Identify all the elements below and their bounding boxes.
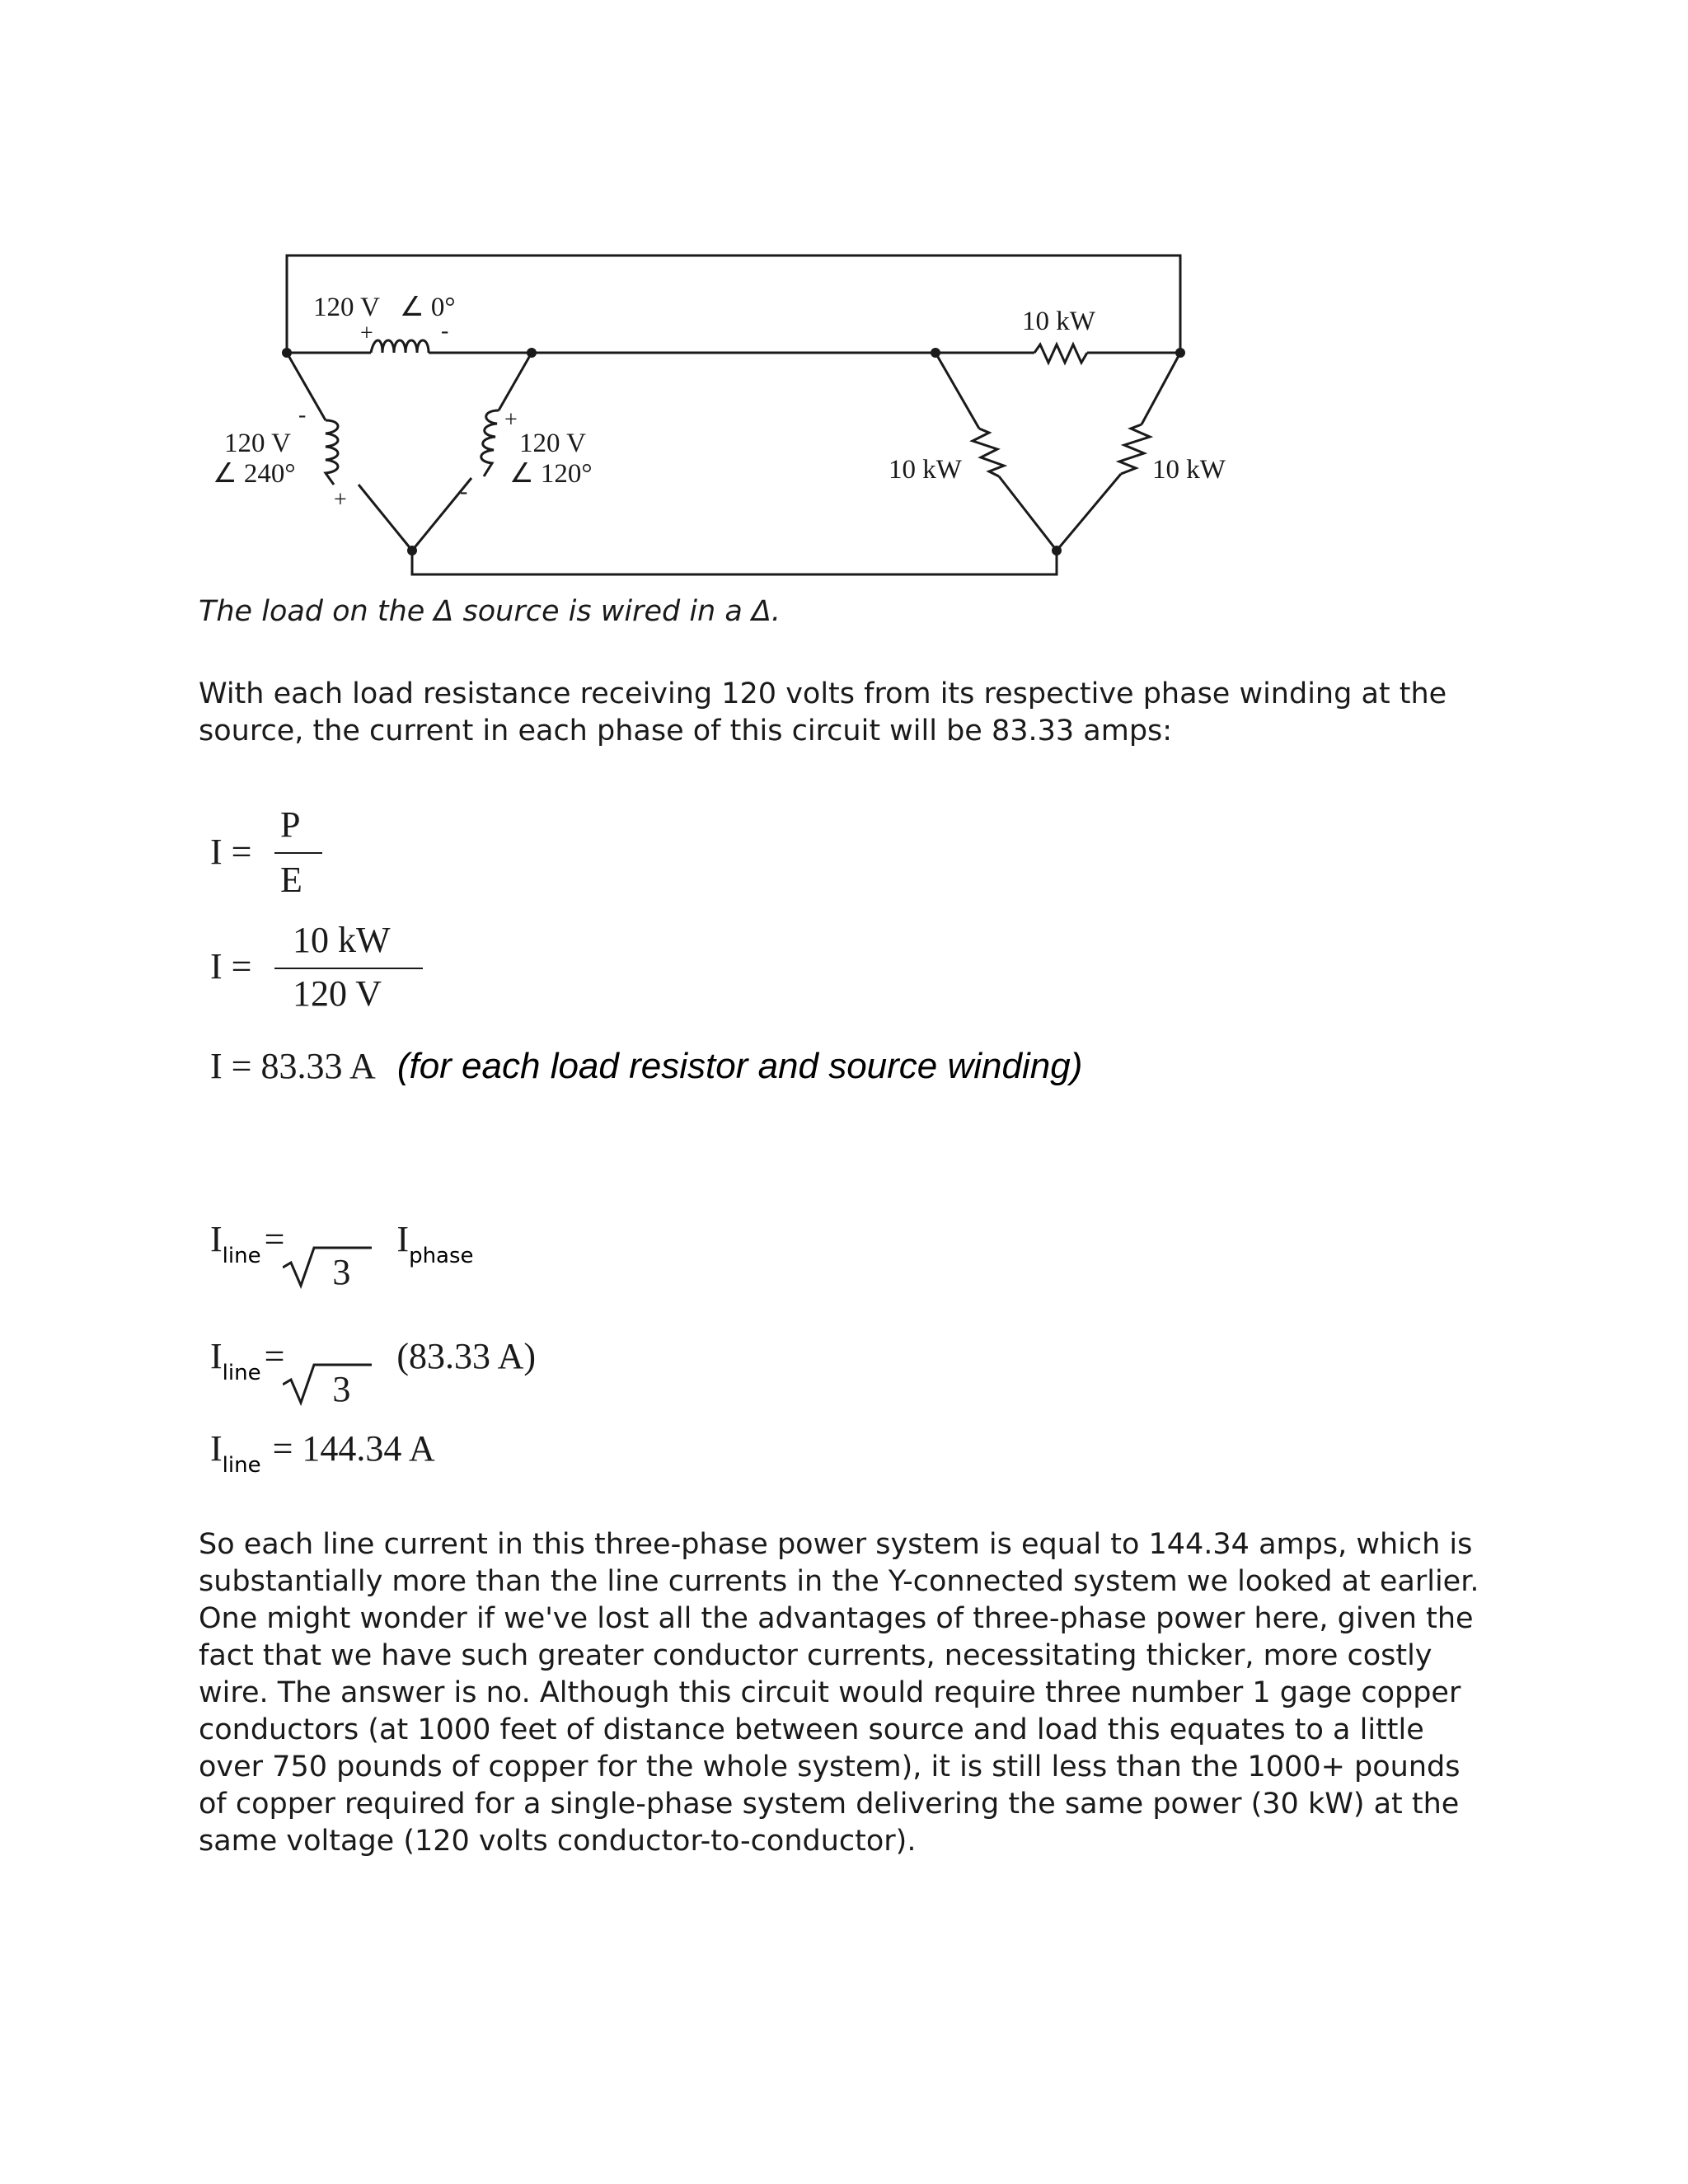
eq5-line-subscript: line [222,1361,261,1385]
source-left-angle-label: ∠ 240° [213,459,296,489]
eq6-row [210,1427,435,1478]
source-top-plus: + [360,321,373,346]
source-left-winding [326,420,338,485]
eq5-sqrt-arg: 3 [332,1369,351,1409]
figure-caption: The load on the Δ source is wired in a Δ. [199,595,781,628]
eq6-rhs: = 144.34 A [272,1428,435,1469]
eq3-row [210,1045,1082,1087]
source-right-angle-label: ∠ 120° [509,459,593,489]
eq4-row [210,1218,474,1292]
load-top-resistor [1034,344,1087,363]
source-left-minus: - [298,402,307,428]
load-left-wire-b [999,476,1057,551]
source-left-plus: + [334,487,347,513]
eq1-lhs: I = [210,832,252,872]
bottom-return-wire [412,551,1057,574]
load-top-label: 10 kW [1022,307,1095,336]
junction-dot [407,546,417,555]
eq4-line-symbol: I [210,1219,223,1259]
source-left-wire-a [287,353,326,420]
sqrt-icon [283,1244,373,1294]
eq1-fraction-bar [274,852,322,854]
eq6-line-symbol: I [210,1428,223,1469]
source-top-winding [371,340,429,353]
eq5-tail: (83.33 A) [396,1336,537,1376]
source-right-voltage-label: 120 V [519,429,586,458]
junction-dot [282,348,292,358]
eq3-value: I = 83.33 A [210,1046,376,1086]
eq6-line-subscript: line [222,1453,261,1478]
junction-dot [931,348,940,358]
eq4-phase-symbol: I [396,1219,410,1259]
source-right-plus: + [504,407,518,433]
eq5-line-symbol: I [210,1336,223,1376]
eq2-fraction-bar [274,968,423,969]
load-right-wire-b [1057,474,1121,551]
load-right-wire-a [1142,353,1180,424]
load-right-label: 10 kW [1152,455,1226,485]
sqrt-icon [283,1361,373,1411]
eq4-phase-subscript: phase [409,1244,474,1268]
source-top-voltage-label: 120 V [313,293,380,322]
junction-dot [1052,546,1062,555]
eq4-line-subscript: line [222,1244,261,1268]
source-left-voltage-label: 120 V [224,429,291,458]
load-right-resistor [1119,424,1150,474]
eq2-lhs: I = [210,946,252,987]
eq2-numerator: 10 kW [293,920,391,960]
source-right-minus: - [460,479,468,504]
junction-dot [527,348,537,358]
load-left-resistor [973,429,1004,476]
eq2-denominator: 120 V [293,973,382,1014]
source-top-minus: - [441,318,449,344]
eq1-denominator: E [280,860,302,900]
eq5-row [210,1335,537,1409]
delta-delta-circuit-diagram [0,0,1688,593]
intro-paragraph: With each load resistance receiving 120 volts from its respective phase winding at the source, the current in each phase of this circuit will be 83.33 amps: [199,677,1447,748]
closing-paragraph: So each line current in this three-phase power system is equal to 144.34 amps, which is substantially more than the line currents in the Y-connected system we looked at earlier. One might wonder if we've lost all the advantages of three-phase power here, given the fact that we have such greater conductor currents, necessitating thicker, more costly wire. The answer is no. Although this circuit would require three number 1 gage copper conductors (at 1000 feet of distance between source and load this equates to a little over 750 pounds of copper for the whole system), it is still less than the 1000+ pounds of copper required for a single-phase system delivering the same power (30 kW) at the same voltage (120 volts conductor-to-conductor). [199,1528,1479,1858]
eq5-equals: = [264,1336,285,1376]
source-top-angle-label: ∠ 0° [400,293,456,322]
source-left-wire-b [359,485,412,551]
load-left-wire-a [935,353,979,429]
source-right-wire-a [499,353,532,410]
eq3-note: (for each load resistor and source winding) [396,1046,1083,1086]
junction-dot [1175,348,1185,358]
source-right-winding [481,410,499,476]
eq4-equals: = [264,1219,285,1259]
eq1-numerator: P [280,804,301,845]
load-left-label: 10 kW [889,455,962,485]
eq4-sqrt-arg: 3 [332,1252,351,1292]
